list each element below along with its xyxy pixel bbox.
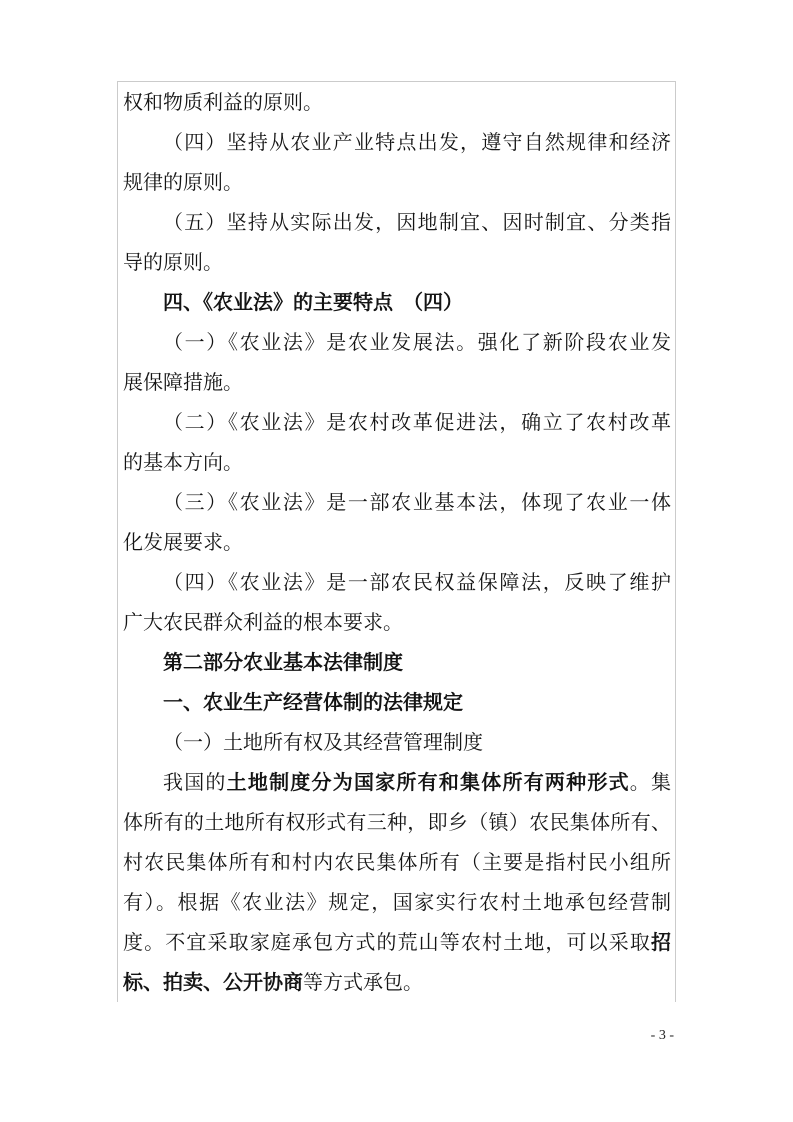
text-line: 的基本方向。 <box>123 452 243 474</box>
text-line: （四）《农业法》是一部农民权益保障法，反映了维护 <box>163 572 671 594</box>
text-line: 展保障措施。 <box>123 372 243 394</box>
text-line: （一）《农业法》是农业发展法。强化了新阶段农业发 <box>163 332 671 354</box>
bold-text-segment: 招 <box>651 932 671 954</box>
text-segment: 。集 <box>629 772 672 794</box>
subsection-heading-one: 一、农业生产经营体制的法律规定 <box>163 692 463 714</box>
text-line: 体所有的土地所有权形式有三种，即乡（镇）农民集体所有、 <box>123 812 671 834</box>
text-line: 广大农民群众利益的根本要求。 <box>123 612 403 634</box>
text-segment: 等方式承包。 <box>303 972 423 994</box>
section-heading-four: 四、《农业法》的主要特点 （四） <box>163 292 463 314</box>
text-line <box>123 963 671 1003</box>
sub-item-heading: （一）土地所有权及其经营管理制度 <box>163 732 483 754</box>
text-line: 规律的原则。 <box>123 172 243 194</box>
text-line: 导的原则。 <box>123 252 223 274</box>
text-boundary-box <box>117 81 676 1002</box>
part-two-heading: 第二部分农业基本法律制度 <box>163 652 403 674</box>
text-line: 有）。根据《农业法》规定，国家实行农村土地承包经营制 <box>123 892 671 914</box>
bold-text-segment: 土地制度分为国家所有和集体所有两种形式 <box>226 772 630 794</box>
text-line: （五）坚持从实际出发，因地制宜、因时制宜、分类指 <box>163 212 671 234</box>
text-line: 权和物质利益的原则。 <box>123 92 323 114</box>
text-segment: 我国的 <box>163 772 227 794</box>
text-line: （三）《农业法》是一部农业基本法，体现了农业一体 <box>163 492 671 514</box>
text-line: 村农民集体所有和村内农民集体所有（主要是指村民小组所 <box>123 852 671 874</box>
page-number: - 3 - <box>650 1028 674 1043</box>
bold-text-segment: 标、拍卖、公开协商 <box>123 972 303 994</box>
text-line <box>123 923 671 963</box>
text-line: （四）坚持从农业产业特点出发，遵守自然规律和经济 <box>163 132 671 154</box>
text-line <box>123 763 671 803</box>
text-line: （二）《农业法》是农村改革促进法，确立了农村改革 <box>163 412 671 434</box>
text-line: 化发展要求。 <box>123 532 243 554</box>
text-segment: 度。不宜采取家庭承包方式的荒山等农村土地，可以采取 <box>123 932 651 954</box>
